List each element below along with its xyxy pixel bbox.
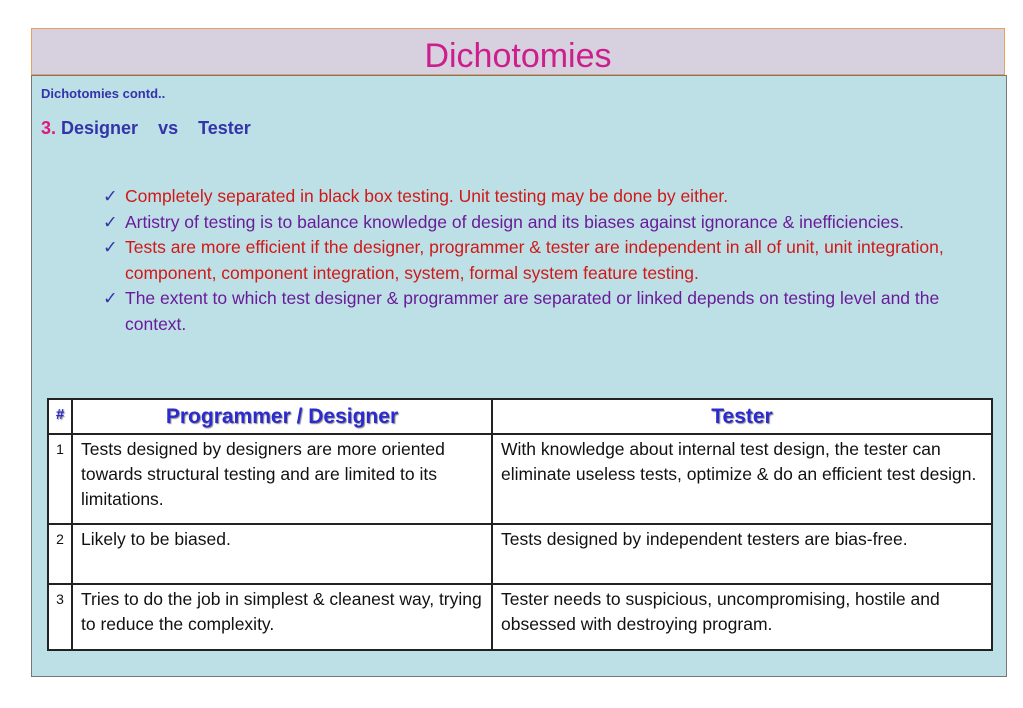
- cell-tester: Tester needs to suspicious, uncompromising, hostile and obsessed with destroying program.: [492, 584, 992, 650]
- bullet-list: [103, 184, 983, 337]
- section-heading: [41, 118, 251, 139]
- table-row: [48, 584, 992, 650]
- row-num: 3: [48, 584, 72, 650]
- cell-programmer: Likely to be biased.: [72, 524, 492, 584]
- heading-vs: vs: [158, 118, 179, 138]
- checkmark-icon: ✓: [103, 211, 118, 232]
- checkmark-icon: ✓: [103, 237, 118, 257]
- list-item-text: Artistry of testing is to balance knowledge of design and its biases against ignorance & inefficiencies.: [125, 211, 904, 232]
- list-item: [103, 184, 983, 210]
- slide-title: Dichotomies: [424, 37, 612, 75]
- heading-left: Designer: [61, 118, 139, 138]
- comparison-table: [47, 398, 993, 651]
- cell-tester: Tests designed by independent testers are bias-free.: [492, 524, 992, 584]
- header-programmer: Programmer / Designer: [72, 399, 492, 434]
- list-item: [103, 210, 983, 236]
- table-row: [48, 434, 992, 524]
- heading-right: Tester: [198, 118, 251, 138]
- subtitle: Dichotomies contd..: [41, 86, 166, 101]
- heading-number: 3.: [41, 118, 57, 138]
- list-item: [103, 235, 983, 286]
- cell-programmer: Tries to do the job in simplest & cleanest way, trying to reduce the complexity.: [72, 584, 492, 650]
- list-item-text: Completely separated in black box testing. Unit testing may be done by either.: [125, 186, 729, 206]
- header-num: #: [48, 399, 72, 434]
- list-item: [103, 286, 983, 337]
- cell-programmer: Tests designed by designers are more oriented towards structural testing and are limited to its limitations.: [72, 434, 492, 524]
- table-row: [48, 524, 992, 584]
- header-tester: Tester: [492, 399, 992, 434]
- list-item-text: The extent to which test designer & programmer are separated or linked depends on testing level and the context.: [125, 288, 940, 334]
- title-bar: [31, 28, 1005, 75]
- list-item-text: Tests are more efficient if the designer, programmer & tester are independent in all of unit, unit integration, component, component integration, system, formal system feature testing.: [125, 237, 944, 283]
- checkmark-icon: ✓: [103, 186, 118, 206]
- row-num: 2: [48, 524, 72, 584]
- row-num: 1: [48, 434, 72, 524]
- content-panel: [31, 75, 1007, 677]
- checkmark-icon: ✓: [103, 288, 118, 308]
- cell-tester: With knowledge about internal test design, the tester can eliminate useless tests, optimize & do an efficient test design.: [492, 434, 992, 524]
- table-header-row: [48, 399, 992, 434]
